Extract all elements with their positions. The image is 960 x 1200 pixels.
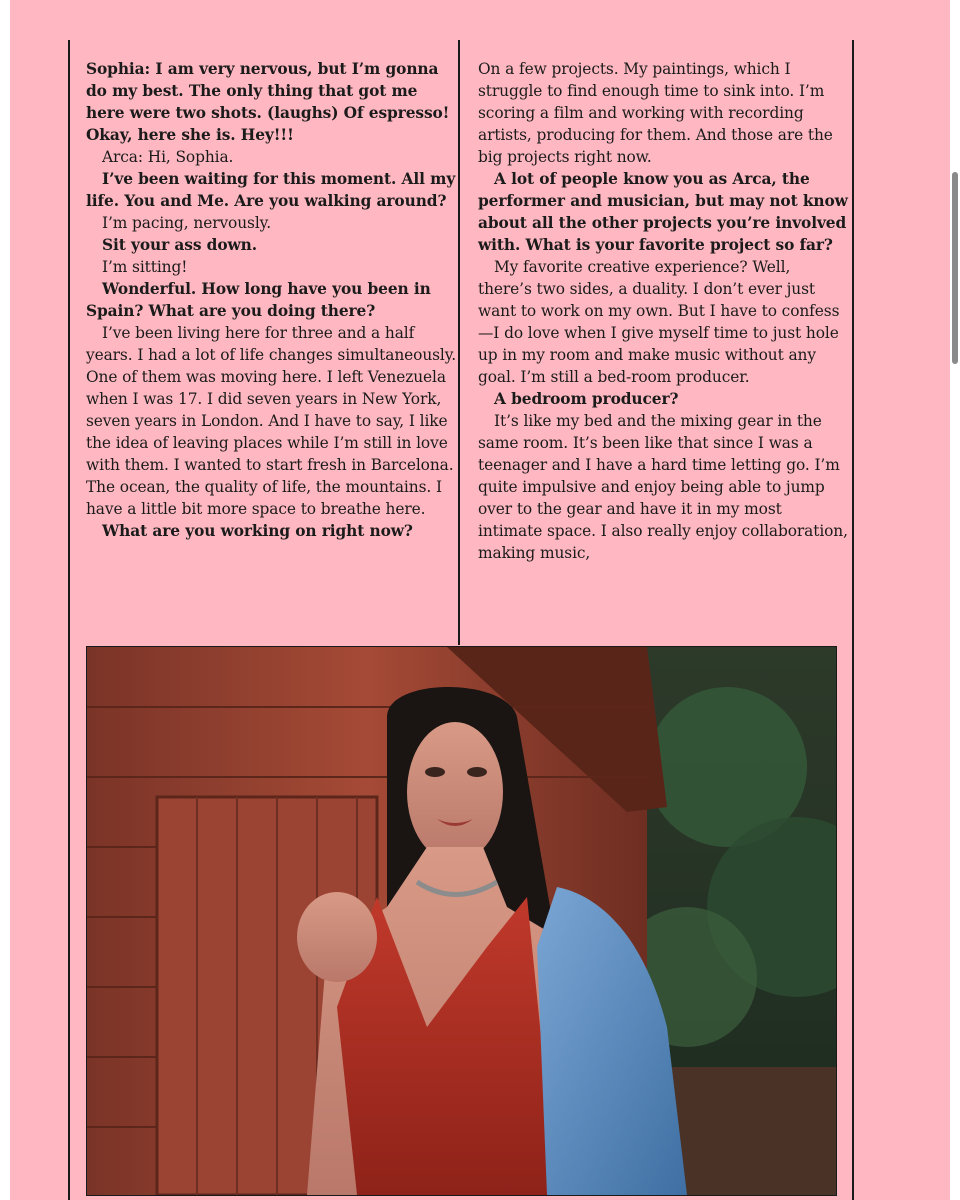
- paragraph: A lot of people know you as Arca, the performer and musician, but may not know about all the other projects you’re involved with. What is your favorite project so far?: [478, 170, 848, 254]
- left-column-rule: [68, 40, 70, 1200]
- scrollbar-thumb[interactable]: [952, 172, 958, 364]
- magazine-page: [10, 0, 950, 1200]
- right-text-column: [478, 58, 848, 564]
- paragraph: What are you working on right now?: [102, 522, 413, 540]
- paragraph: Wonderful. How long have you been in Spain? What are you doing there?: [86, 280, 431, 320]
- paragraph: My favorite creative experience? Well, there’s two sides, a duality. I don’t ever just want to work on my own. But I have to confess—I do love when I give myself time to just hole up in my room and make music without any goal. I’m still a bed-room producer.: [478, 258, 840, 386]
- right-column-rule: [852, 40, 854, 1200]
- scrollbar[interactable]: [950, 0, 960, 1200]
- paragraph: I’ve been living here for three and a half years. I had a lot of life changes simultaneously. One of them was moving here. I left Venezuela when I was 17. I did seven years in New York, seven years in London. And I have to say, I like the idea of leaving places while I’m still in love with them. I wanted to start fresh in Barcelona. The ocean, the quality of life, the mountains. I have a little bit more space to breathe here.: [86, 324, 457, 518]
- paragraph: Sophia: I am very nervous, but I’m gonna do my best. The only thing that got me here were two shots. (laughs) Of espresso! Okay, here she is. Hey!!!: [86, 60, 450, 144]
- portrait-photo: [86, 646, 837, 1196]
- paragraph: A bedroom producer?: [494, 390, 679, 408]
- paragraph: Sit your ass down.: [102, 236, 257, 254]
- paragraph: I’ve been waiting for this moment. All my life. You and Me. Are you walking around?: [86, 170, 456, 210]
- paragraph: On a few projects. My paintings, which I struggle to find enough time to sink into. I’m scoring a film and working with recording artists, producing for them. And those are the big projects right now.: [478, 60, 833, 166]
- paragraph: Arca: Hi, Sophia.: [102, 148, 234, 166]
- paragraph: I’m pacing, nervously.: [102, 214, 271, 232]
- left-text-column: [86, 58, 458, 542]
- paragraph: I’m sitting!: [102, 258, 188, 276]
- paragraph: It’s like my bed and the mixing gear in the same room. It’s been like that since I was a teenager and I have a hard time letting go. I’m quite impulsive and enjoy being able to jump over to the gear and have it in my most intimate space. I also really enjoy collaboration, making music,: [478, 412, 848, 562]
- center-column-rule: [458, 40, 460, 645]
